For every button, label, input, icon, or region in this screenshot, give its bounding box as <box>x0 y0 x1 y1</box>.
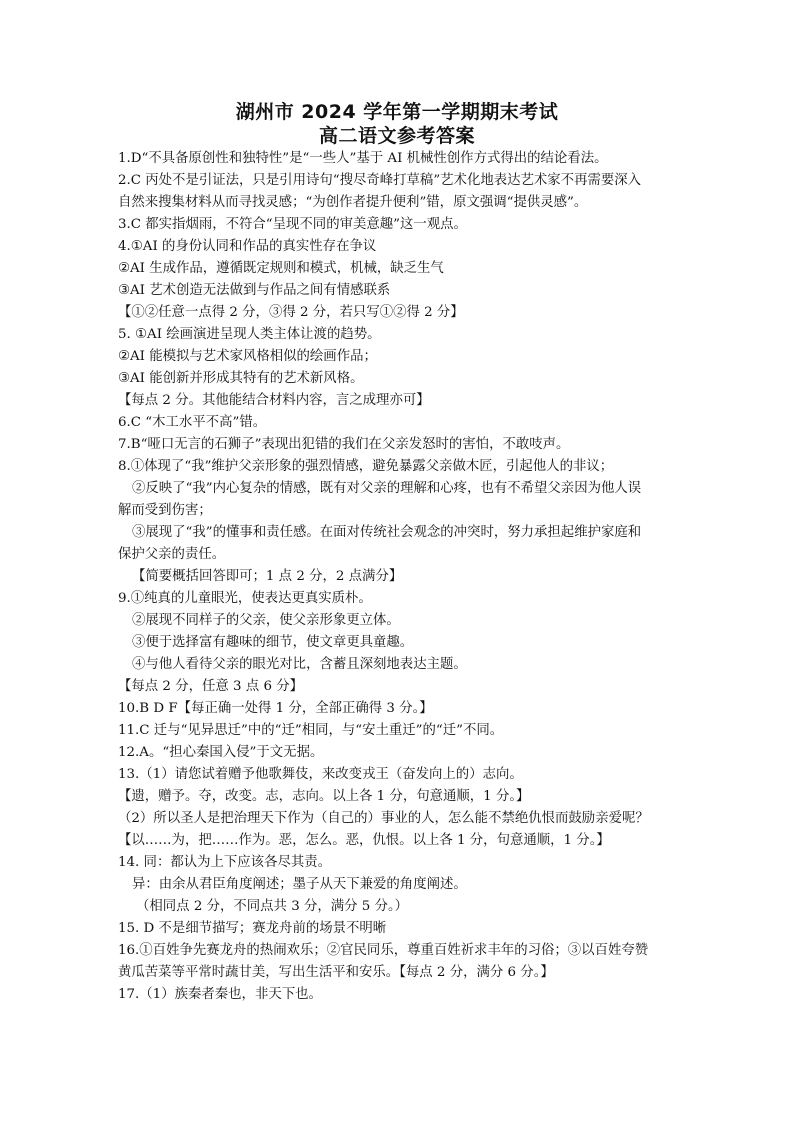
answer-line-32: 【以……为，把……作为。恶，怎么。恶，仇恨。以上各 1 分，句意通顺，1 分。】 <box>118 833 610 848</box>
answer-line-11: ③AI 能创新并形成其特有的艺术新风格。 <box>118 371 364 386</box>
answer-line-21: 9.①纯真的儿童眼光，使表达更真实质朴。 <box>118 591 372 606</box>
answer-line-17: 解而受到伤害； <box>118 503 212 518</box>
answer-line-30: 【遗，赠予。夺，改变。志，志向。以上各 1 分，句意通顺，1 分。】 <box>118 789 530 804</box>
answer-line-24: ④与他人看待父亲的眼光对比，含蓄且深刻地表达主题。 <box>132 657 467 672</box>
answer-line-9: 5. ①AI 绘画演进呈现人类主体让渡的趋势。 <box>118 327 381 342</box>
answer-line-23: ③便于选择富有趣味的细节，使文章更具童趣。 <box>132 635 414 650</box>
answer-line-19: 保护父亲的责任。 <box>118 547 226 562</box>
answer-line-39: 17.（1）族秦者秦也，非天下也。 <box>118 987 322 1002</box>
answer-line-37: 16.①百姓争先赛龙舟的热闹欢乐；②官民同乐，尊重百姓祈求丰年的习俗；③以百姓夸赞 <box>118 943 649 958</box>
answer-line-13: 6.C “木工水平不高”错。 <box>118 415 267 430</box>
answer-line-35: （相同点 2 分，不同点共 3 分，满分 5 分。） <box>136 899 409 914</box>
answer-line-10: ②AI 能模拟与艺术家风格相似的绘画作品； <box>118 349 377 364</box>
answer-line-16: ②反映了“我”内心复杂的情感，既有对父亲的理解和心疼，也有不希望父亲因为他人误 <box>132 481 642 496</box>
answer-line-26: 10.B D F【每正确一处得 1 分，全部正确得 3 分。】 <box>118 701 433 716</box>
answer-line-1: 1.D“不具备原创性和独特性”是“一些人”基于 AI 机械性创作方式得出的结论看法。 <box>118 151 608 166</box>
answer-line-28: 12.A。“担心秦国入侵”于文无据。 <box>118 745 324 760</box>
answer-line-14: 7.B“哑口无言的石狮子”表现出犯错的我们在父亲发怒时的害怕，不敢吱声。 <box>118 437 570 452</box>
answer-line-29: 13.（1）请您试着赠予他歌舞伎，来改变戎王（奋发向上的）志向。 <box>118 767 523 782</box>
answer-line-3: 自然来搜集材料从而寻找灵感；“为创作者提升便利”错，原文强调“提供灵感”。 <box>118 195 588 210</box>
document-subtitle: 高二语文参考答案 <box>318 125 475 147</box>
answer-line-38: 黄瓜苦菜等平常时蔬甘美，写出生活平和安乐。【每点 2 分，满分 6 分。】 <box>118 965 554 980</box>
answer-line-18: ③展现了“我”的懂事和责任感。在面对传统社会观念的冲突时，努力承担起维护家庭和 <box>132 525 642 540</box>
answer-line-4: 3.C 都实指烟雨，不符合“呈现不同的审美意趣”这一观点。 <box>118 217 467 232</box>
document-title: 湖州市 2024 学年第一学期期末考试 <box>235 101 559 123</box>
answer-line-2: 2.C 丙处不是引证法，只是引用诗句“搜尽奇峰打草稿”艺术化地表达艺术家不再需要深入 <box>118 173 642 188</box>
answer-line-31: （2）所以圣人是把治理天下作为（自己的）事业的人，怎么能不禁绝仇恨而鼓励亲爱呢？ <box>118 811 649 826</box>
answer-line-8: 【①②任意一点得 2 分，③得 2 分，若只写①②得 2 分】 <box>118 305 464 320</box>
answer-line-20: 【简要概括回答即可；1 点 2 分，2 点满分】 <box>132 569 403 584</box>
answer-line-6: ②AI 生成作品，遵循既定规则和模式，机械，缺乏生气 <box>118 261 444 276</box>
answer-line-33: 14. 同：都认为上下应该各尽其责。 <box>118 855 332 870</box>
answer-line-36: 15. D 不是细节描写；赛龙舟前的场景不明晰 <box>118 921 387 936</box>
answer-line-22: ②展现不同样子的父亲，使父亲形象更立体。 <box>132 613 400 628</box>
answer-line-7: ③AI 艺术创造无法做到与作品之间有情感联系 <box>118 283 391 298</box>
answer-line-34: 异：由余从君臣角度阐述；墨子从天下兼爱的角度阐述。 <box>132 877 467 892</box>
answer-line-27: 11.C 迁与“见异思迁”中的“迁”相同，与“安土重迁”的“迁”不同。 <box>118 723 504 738</box>
answer-line-15: 8.①体现了“我”维护父亲形象的强烈情感，避免暴露父亲做木匠，引起他人的非议； <box>118 459 614 474</box>
answer-line-25: 【每点 2 分，任意 3 点 6 分】 <box>118 679 304 694</box>
answer-line-12: 【每点 2 分。其他能结合材料内容，言之成理亦可】 <box>118 393 430 408</box>
answer-line-5: 4.①AI 的身份认同和作品的真实性存在争议 <box>118 239 377 254</box>
